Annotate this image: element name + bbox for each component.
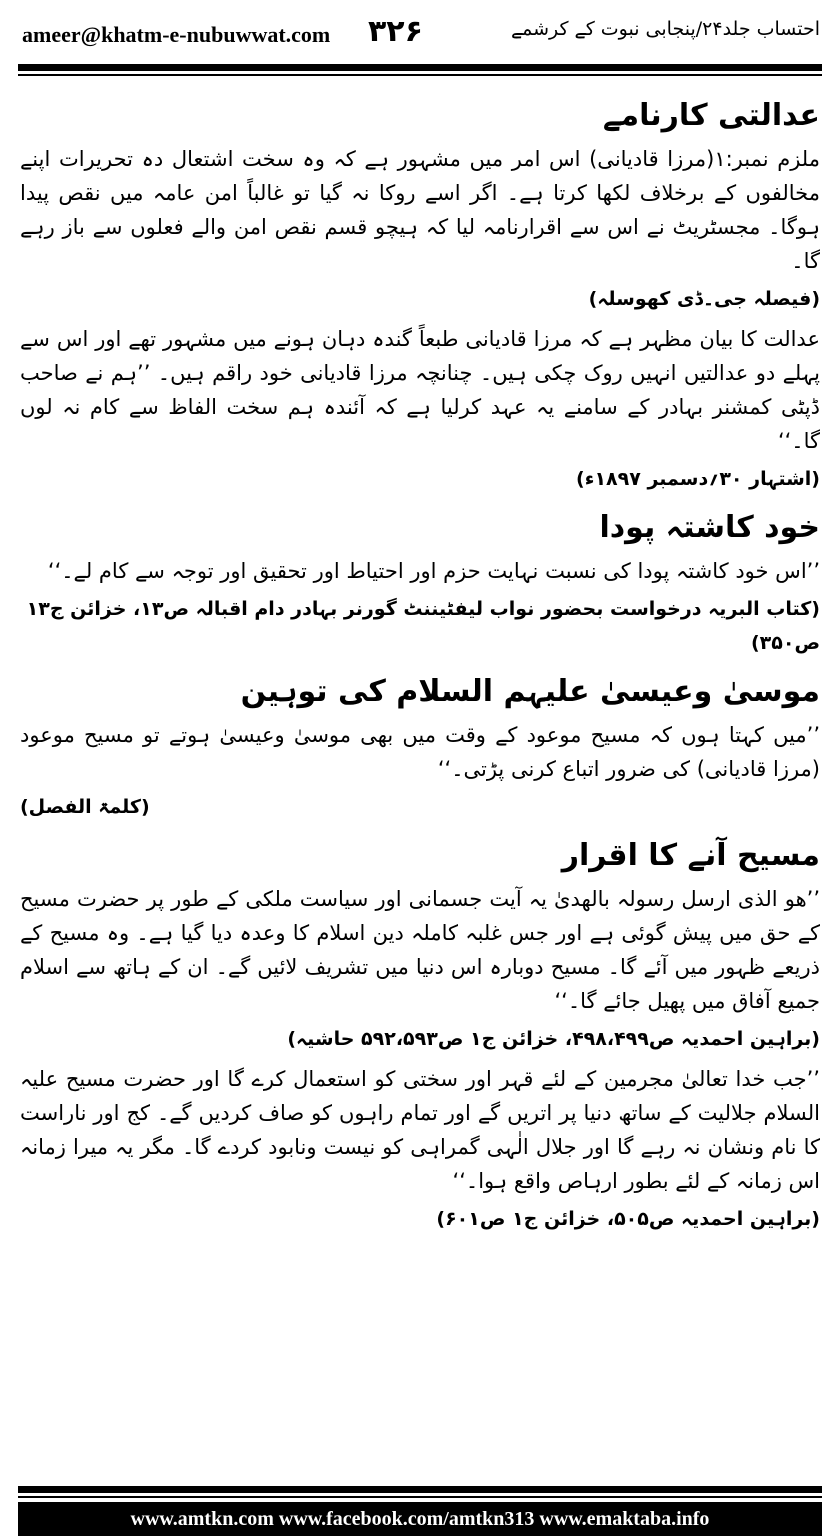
header-rule-thick (18, 64, 822, 71)
section-heading-court: عدالتی کارنامے (602, 98, 820, 133)
section-heading-insult: موسیٰ وعیسیٰ علیہم السلام کی توہین (240, 674, 820, 709)
reference-citation: (اشتہار ۳۰؍دسمبر ۱۸۹۷ء) (576, 468, 820, 490)
reference-citation: (فیصلہ جی۔ڈی کھوسلہ) (588, 288, 820, 310)
quote-paragraph: ’’جب خدا تعالیٰ مجرمین کے لئے قہر اور سختی کو استعمال کرے گا اور حضرت مسیح علیہ السلام جلالیت کے ساتھ دنیا پر اتریں گے اور تمام راہوں کو صاف کردیں گے۔ کج اور ناراست کا نام ونشان نہ رہے گا اور جلال الٰہی گمراہی کو نیست ونابود کردے گا۔ مگر یہ میرا زمانہ اس زمانہ کے لئے بطور ارہاص واقع ہوا۔‘‘ (20, 1067, 820, 1193)
section-heading-plant: خود کاشتہ پودا (599, 510, 820, 545)
reference-citation: (براہین احمدیہ ص۴۹۸،۴۹۹، خزائن ج۱ ص۵۹۲،۵۹۳ حاشیہ) (287, 1028, 820, 1050)
page-header (0, 0, 840, 68)
header-email: ameer@khatm-e-nubuwwat.com (22, 22, 331, 47)
reference-citation: (براہین احمدیہ ص۵۰۵، خزائن ج۱ ص۶۰۱) (436, 1208, 820, 1230)
reference-row (20, 790, 820, 824)
body-paragraph: عدالت کا بیان مظہر ہے کہ مرزا قادیانی طبعاً گندہ دہان ہونے میں مشہور تھے اور اس سے پہلے دو عدالتیں انہیں روک چکی ہیں۔ چنانچہ مرزا قادیانی خود راقم ہیں۔ ’’ہم نے صاحب ڈپٹی کمشنر بہادر کے سامنے یہ عہد کرلیا ہے کہ آئندہ ہم سخت الفاظ سے کام نہ لوں گا۔‘‘ (20, 327, 820, 453)
header-rule-thin (18, 74, 822, 76)
book-title: احتساب جلد۲۴/پنجابی نبوت کے کرشمے (510, 18, 820, 40)
body-paragraph: ملزم نمبر:۱(مرزا قادیانی) اس امر میں مشہور ہے کہ وہ سخت اشتعال دہ تحریرات اپنے مخالفوں کے برخلاف لکھا کرتا ہے۔ اگر اسے روکا نہ گیا تو غالباً امن عامہ میں نقص پیدا ہوگا۔ مجسٹریٹ نے اس سے اقرارنامہ لیا کہ ہیچو قسم نقص امن والے فعلوں سے باز رہے گا۔ (20, 147, 821, 273)
page-body (20, 84, 820, 1242)
quote-paragraph: ’’اس خود کاشتہ پودا کی نسبت نہایت حزم اور احتیاط اور تحقیق اور توجہ سے کام لے۔‘‘ (47, 559, 820, 583)
section-heading-messiah: مسیح آنے کا اقرار (561, 838, 820, 873)
reference-citation: (کلمۃ الفصل) (20, 796, 150, 818)
quote-paragraph: ’’میں کہتا ہوں کہ مسیح موعود کے وقت میں بھی موسیٰ وعیسیٰ ہوتے تو مسیح موعود (مرزا قادیانی) کی ضرور اتباع کرنی پڑتی۔‘‘ (20, 723, 820, 781)
footer-rule-thin (18, 1496, 822, 1498)
footer-rule-thick (18, 1486, 822, 1493)
quote-paragraph: ’’ھو الذی ارسل رسولہ بالھدیٰ یہ آیت جسمانی اور سیاست ملکی کے طور پر حضرت مسیح کے حق میں پیش گوئی ہے اور جس غلبہ کاملہ دین اسلام کا وعدہ دیا گیا ہے۔ وہ مسیح کے ذریعے ظہور میں آئے گا۔ مسیح دوبارہ اس دنیا میں تشریف لائیں گے۔ ان کے ہاتھ سے اسلام جمیع آفاق میں پھیل جائے گا۔‘‘ (20, 887, 820, 1013)
footer-links: www.amtkn.com www.facebook.com/amtkn313 www.emaktaba.info (18, 1502, 822, 1536)
reference-citation: (کتاب البریہ درخواست بحضور نواب لیفٹیننٹ گورنر بہادر دام اقبالہ ص۱۳، خزائن ج۱۳ ص۳۵۰) (26, 598, 820, 654)
page-number: ۳۲۶ (368, 14, 423, 49)
